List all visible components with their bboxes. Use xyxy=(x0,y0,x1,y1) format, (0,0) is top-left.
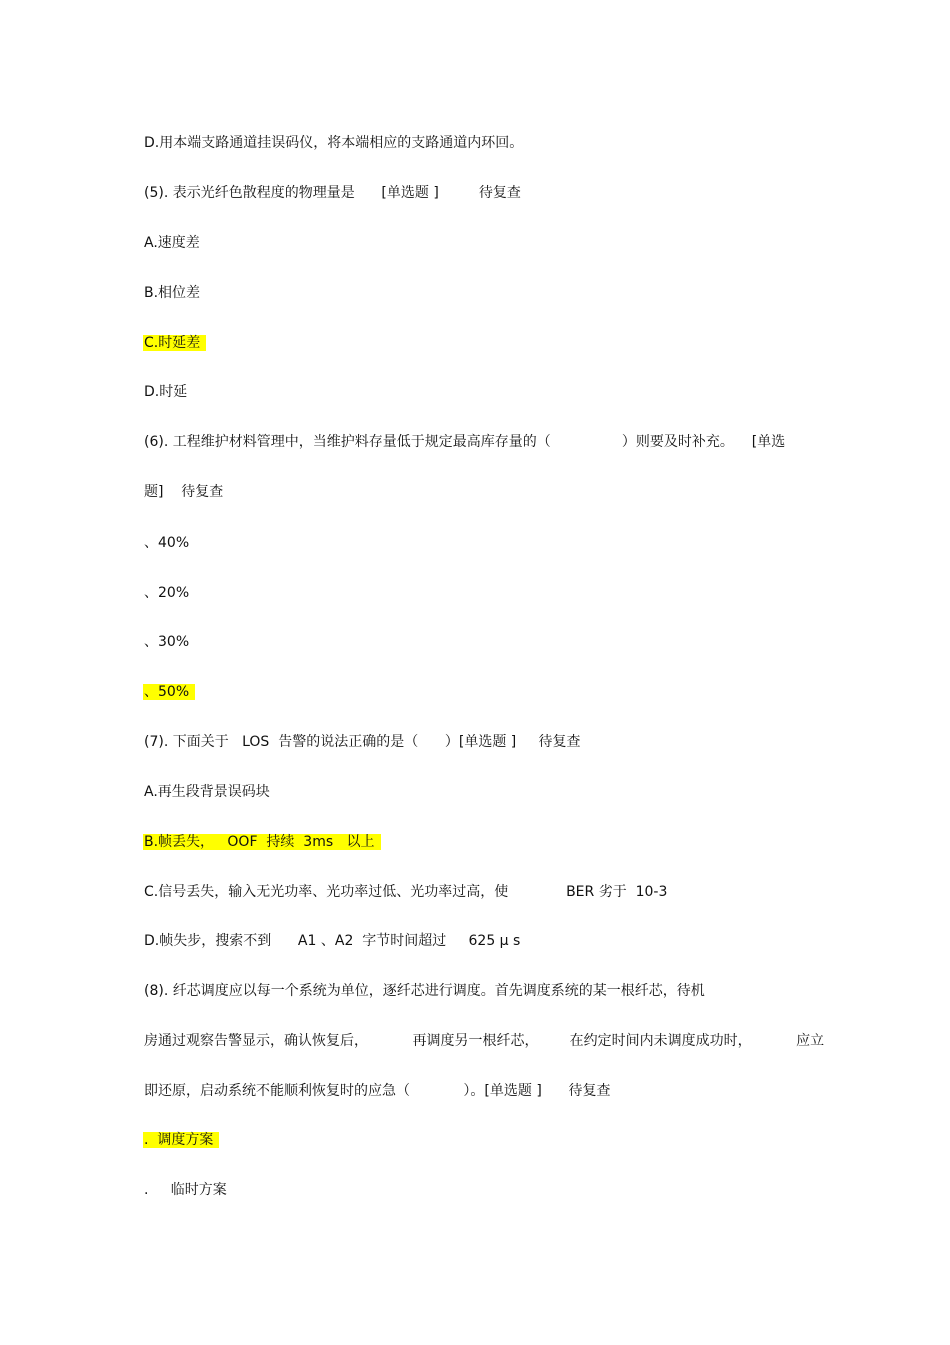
question-5-option-d xyxy=(144,380,187,404)
line-text: . 临时方案 xyxy=(144,1182,227,1198)
question-7-option-d xyxy=(144,929,520,953)
line-text: 、30% xyxy=(144,634,190,650)
question-6-stem-continued xyxy=(144,480,223,504)
line-text: D.时延 xyxy=(144,384,188,400)
line-text: A.速度差 xyxy=(144,235,200,251)
question-8-stem xyxy=(144,979,705,1003)
highlighted-answer: B.帧丢失， OOF 持续 3ms 以上 xyxy=(143,834,381,850)
line-text: (5). 表示光纤色散程度的物理量是 [单选题 ] 待复查 xyxy=(144,185,521,201)
highlighted-answer: 、50% xyxy=(143,684,195,700)
question-7-option-b xyxy=(144,830,381,854)
question-8-stem-continued-2 xyxy=(144,1079,610,1103)
question-5-option-a xyxy=(144,231,200,255)
highlighted-answer: C.时延差 xyxy=(143,335,206,351)
line-text: 即还原，启动系统不能顺利恢复时的应急（ ）。[单选题 ] 待复查 xyxy=(144,1083,611,1099)
highlighted-answer: . 调度方案 xyxy=(143,1132,219,1148)
question-7-option-a xyxy=(144,780,270,804)
line-text: C.信号丢失，输入无光功率、光功率过低、光功率过高，使 BER 劣于 10-3 xyxy=(144,884,668,900)
line-text: D.用本端支路通道挂误码仪，将本端相应的支路通道内环回。 xyxy=(144,135,524,151)
line-text: (8). 纤芯调度应以每一个系统为单位，逐纤芯进行调度。首先调度系统的某一根纤芯，待机 xyxy=(144,983,705,999)
line-text: B.相位差 xyxy=(144,285,201,301)
line-text: (6). 工程维护材料管理中，当维护料存量低于规定最高库存量的（ ）则要及时补充。 [单选 xyxy=(144,434,786,450)
question-8-option-2 xyxy=(144,1178,227,1202)
question-6-option-4 xyxy=(144,680,195,704)
line-text: A.再生段背景误码块 xyxy=(144,784,270,800)
question-5-stem xyxy=(144,181,521,205)
question-6-option-1 xyxy=(144,531,189,555)
question-8-option-1 xyxy=(144,1128,219,1152)
line-text: 房通过观察告警显示，确认恢复后， 再调度另一根纤芯， 在约定时间内未调度成功时， 应立 xyxy=(144,1033,825,1049)
line-text: 、20% xyxy=(144,585,190,601)
question-7-option-c xyxy=(144,880,667,904)
question-6-option-2 xyxy=(144,581,189,605)
question-5-option-c xyxy=(144,331,206,355)
line-text: D.帧失步，搜索不到 A1 、A2 字节时间超过 625 μ s xyxy=(144,933,521,949)
question-8-stem-continued-1 xyxy=(144,1029,824,1053)
line-text: (7). 下面关于 LOS 告警的说法正确的是（ ）[单选题 ] 待复查 xyxy=(144,734,581,750)
line-text: 、40% xyxy=(144,535,190,551)
line-text: 题] 待复查 xyxy=(144,484,224,500)
text-line-option-d-loopback xyxy=(144,131,523,155)
question-6-option-3 xyxy=(144,630,189,654)
question-7-stem xyxy=(144,730,581,754)
question-5-option-b xyxy=(144,281,200,305)
question-6-stem xyxy=(144,430,785,454)
